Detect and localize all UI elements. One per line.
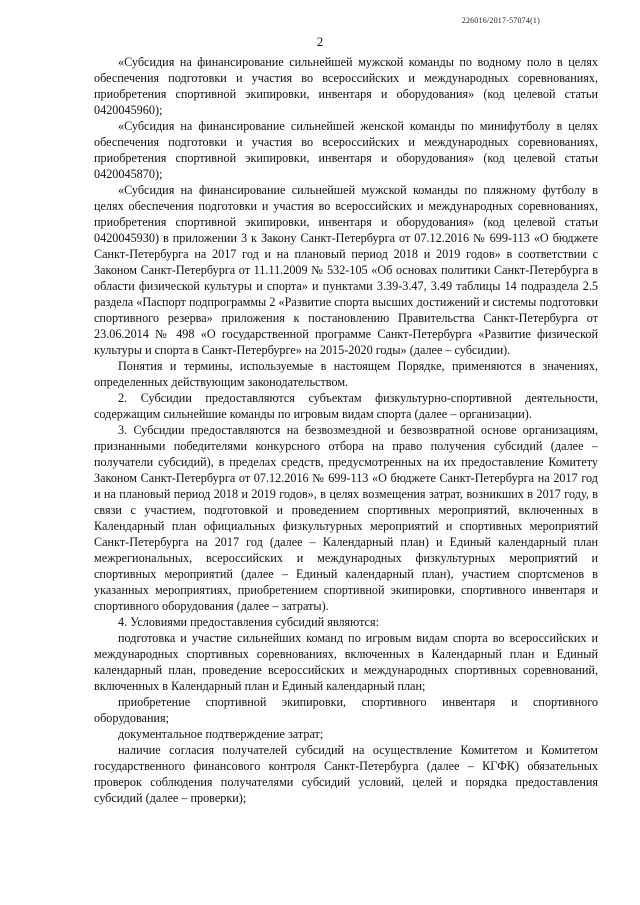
page-number: 2 — [316, 34, 324, 49]
paragraph-clause-3: 3. Субсидии предоставляются на безвозмездной и безвозвратной основе организациям, признанными победителями конкурсного отбора на право получения субсидий (далее – получатели субсидий), в пределах средств, предусмотренных на их предоставление Комитету Законом Санкт-Петербурга от 07.12.2016 № 699-113 «О бюджете Санкт-Петербурга на 2017 год и на плановый период 2018 и 2019 годов», в целях возмещения затрат, возникших в 2017 году, в связи с участием, подготовкой и проведением спортивных мероприятий, включенных в Календарный план официальных физкультурных мероприятий и спортивных мероприятий Санкт-Петербурга на 2017 год (далее – Календарный план) и Единый календарный план межрегиональных, всероссийских и международных физкультурных мероприятий и спортивных мероприятий (далее – Единый календарный план), участием спортсменов в указанных мероприятиях, приобретением спортивной экипировки, спортивного инвентаря и спортивного оборудования (далее – затраты). — [94, 423, 598, 613]
paragraph-subsidy-mini-football: «Субсидия на финансирование сильнейшей женской команды по минифутболу в целях обеспечения подготовки и участия во всероссийских и международных соревнованиях, приобретения спортивной экипировки, инвентаря и оборудования» (код целевой статьи 0420045870); — [94, 119, 598, 181]
paragraph-condition-consent: наличие согласия получателей субсидий на осуществление Комитетом и Комитетом государственного финансового контроля Санкт-Петербурга (далее – КГФК) обязательных проверок соблюдения получателями субсидий условий, целей и порядка предоставления субсидий (далее – проверки); — [94, 743, 598, 805]
document-registration-code: 226016/2017-57074(1) — [461, 16, 540, 25]
paragraph-condition-participation: подготовка и участие сильнейших команд по игровым видам спорта во всероссийских и международных спортивных соревнованиях, включенных в Календарный план и Единый календарный план, проведение всероссийских и международных спортивных соревнований, включенных в Календарный план и Единый календарный план; — [94, 631, 598, 693]
paragraph-subsidy-beach-football: «Субсидия на финансирование сильнейшей мужской команды по пляжному футболу в целях обеспечения подготовки и участия во всероссийских и международных соревнованиях, приобретения спортивной экипировки, инвентаря и оборудования» (код целевой статьи 0420045930) в приложении 3 к Закону Санкт-Петербурга от 07.12.2016 № 699-113 «О бюджете Санкт-Петербурга на 2017 год и на плановый период 2018 и 2019 годов» в соответствии с Законом Санкт-Петербурга от 11.11.2009 № 532-105 «Об основах политики Санкт-Петербурга в области физической культуры и спорта» и пунктами 3.39-3.47, 3.49 таблицы 14 подраздела 2.5 раздела «Паспорт подпрограммы 2 «Развитие спорта высших достижений и системы подготовки спортивного резерва» приложения к постановлению Правительства Санкт-Петербурга от 23.06.2014 № 498 «О государственной программе Санкт-Петербурга «Развитие физической культуры и спорта в Санкт-Петербурге» на 2015-2020 годы» (далее – субсидии). — [94, 183, 598, 357]
paragraph-clause-2: 2. Субсидии предоставляются субъектам физкультурно-спортивной деятельности, содержащим сильнейшие команды по игровым видам спорта (далее – организации). — [94, 391, 598, 421]
paragraph-condition-documentation: документальное подтверждение затрат; — [118, 727, 324, 741]
paragraph-condition-equipment: приобретение спортивной экипировки, спортивного инвентаря и спортивного оборудования; — [94, 695, 598, 725]
paragraph-clause-4: 4. Условиями предоставления субсидий являются: — [118, 615, 379, 629]
paragraph-subsidy-water-polo: «Субсидия на финансирование сильнейшей мужской команды по водному поло в целях обеспечения подготовки и участия во всероссийских и международных соревнованиях, приобретения спортивной экипировки, инвентаря и оборудования» (код целевой статьи 0420045960); — [94, 55, 598, 117]
document-body — [94, 54, 598, 806]
paragraph-terms: Понятия и термины, используемые в настоящем Порядке, применяются в значениях, определенных действующим законодательством. — [94, 359, 598, 389]
